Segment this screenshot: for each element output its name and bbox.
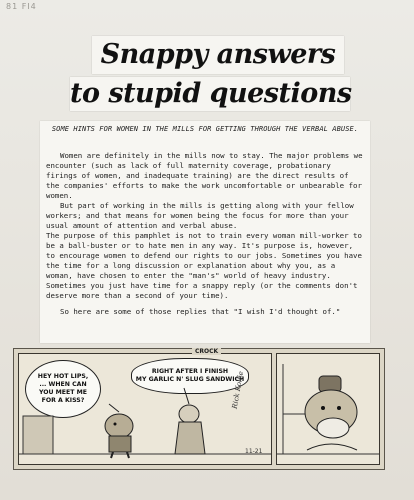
comic-date: 11-21 [245, 448, 263, 455]
comic-illustration-2 [277, 354, 379, 464]
article-sheet [40, 121, 370, 343]
comic-panel-2 [276, 353, 380, 465]
speech-bubble-1: HEY HOT LIPS, ... WHEN CAN YOU MEET ME FOR A KISS? [25, 360, 101, 418]
comic-strip [13, 348, 385, 470]
title-line-1: Snappy answers [92, 36, 344, 74]
speech-bubble-2: RIGHT AFTER I FINISH MY GARLIC N' SLUG SANDWICH [131, 358, 249, 394]
paragraph-4: So here are some of those replies that "I wish I'd thought of." [60, 307, 341, 316]
comic-illustration-1 [19, 354, 271, 464]
article-subhead: SOME HINTS FOR WOMEN IN THE MILLS FOR GETTING THROUGH THE VERBAL ABUSE. [51, 125, 359, 133]
paragraph-3: The purpose of this pamphlet is not to train every woman mill-worker to be a ball-buster or to hate men in any way. It's purpose is, however, to encourage women to defend our rights to our jobs. Sometimes you have the time for a long discussion or explanation about why you, as a woman, have chosen to enter the "man's" world of heavy industry. Sometimes you just have time for a snappy reply (or the comments don't deserve more than a second of your time). [46, 231, 362, 300]
soldier-closeup-icon [305, 376, 357, 450]
comic-panel-1 [18, 353, 272, 465]
pencil-note: 81 FI4 [6, 2, 37, 11]
hooded-figure-icon [175, 405, 205, 454]
artist-signature: Rick Kollie [230, 370, 246, 410]
soldier-figure-icon [105, 414, 133, 458]
paragraph-2: But part of working in the mills is getting along with your fellow workers; and that means for women being the focus for more than your usual amount of attention and verbal abuse. [46, 201, 354, 230]
comic-title: CROCK [192, 348, 221, 355]
article-body [46, 151, 366, 317]
paragraph-1: Women are definitely in the mills now to stay. The major problems we encounter (such as lack of full maternity coverage, probationary firings of women, and inadequate training) are the direct results of the companies' efforts to make the work uncomfortable or unbearable for women. [46, 151, 363, 200]
title-line-2: to stupid questions [70, 78, 352, 109]
